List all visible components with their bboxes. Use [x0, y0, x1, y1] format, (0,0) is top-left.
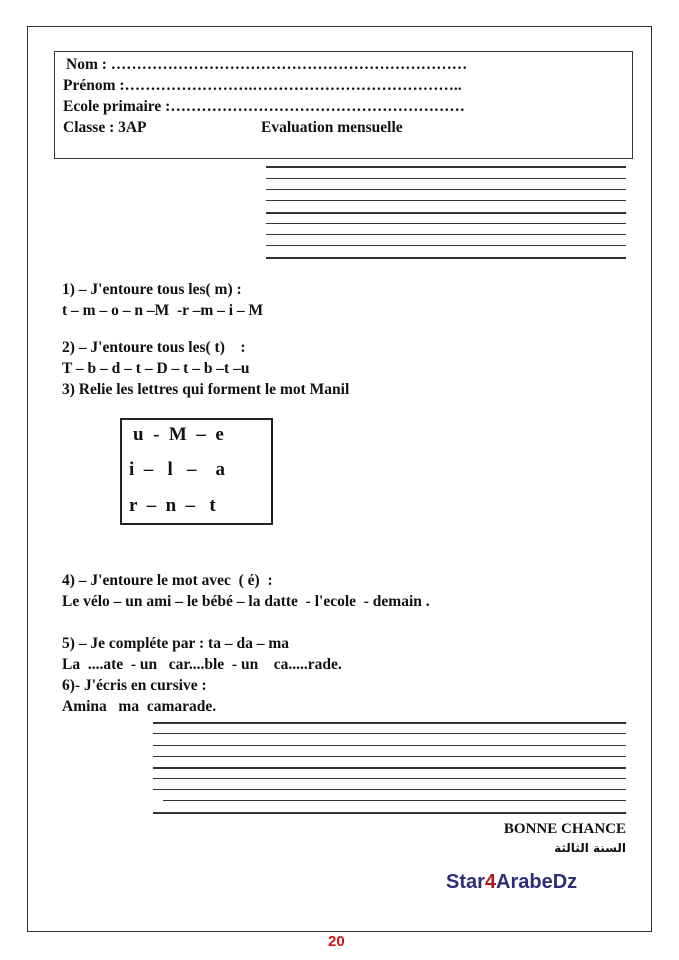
bonne-chance: BONNE CHANCE [503, 821, 626, 837]
q1-letters[interactable]: t – m – o – n –M -r –m – i – M [62, 302, 264, 319]
q4-instruction: 4) – J'entoure le mot avec ( é) : [62, 572, 273, 589]
q6-model: Amina ma camarade. [62, 698, 217, 715]
q6-instruction: 6)- J'écris en cursive : [62, 677, 207, 694]
letters-row-3[interactable]: r – n – t [129, 495, 216, 516]
q2-letters[interactable]: T – b – d – t – D – t – b –t –u [62, 360, 250, 377]
arabic-grade-label: السنة الثالثة [554, 841, 626, 855]
evaluation-title: Evaluation mensuelle [261, 119, 403, 136]
page-number: 20 [328, 933, 345, 950]
letters-row-1[interactable]: u - M – e [133, 424, 224, 445]
q5-sentence[interactable]: La ....ate - un car....ble - un ca.....rade. [62, 656, 342, 673]
classe-label: Classe : 3AP [63, 119, 147, 136]
brand-logo: Star4ArabeDz [446, 871, 578, 893]
q3-instruction: 3) Relie les lettres qui forment le mot Manil [62, 381, 350, 398]
prenom-field[interactable]: Prénom :…………………….………………………………….. [63, 77, 462, 94]
letters-row-2[interactable]: i – l – a [129, 459, 226, 480]
nom-field[interactable]: Nom : …………………………………………………………… [66, 56, 468, 73]
q5-instruction: 5) – Je compléte par : ta – da – ma [62, 635, 290, 652]
q1-instruction: 1) – J'entoure tous les( m) : [62, 281, 242, 298]
ecole-field[interactable]: Ecole primaire :………………………………………………… [63, 98, 465, 115]
q2-instruction: 2) – J'entoure tous les( t) : [62, 339, 246, 356]
q4-words[interactable]: Le vélo – un ami – le bébé – la datte - l'ecole - demain . [62, 593, 430, 610]
